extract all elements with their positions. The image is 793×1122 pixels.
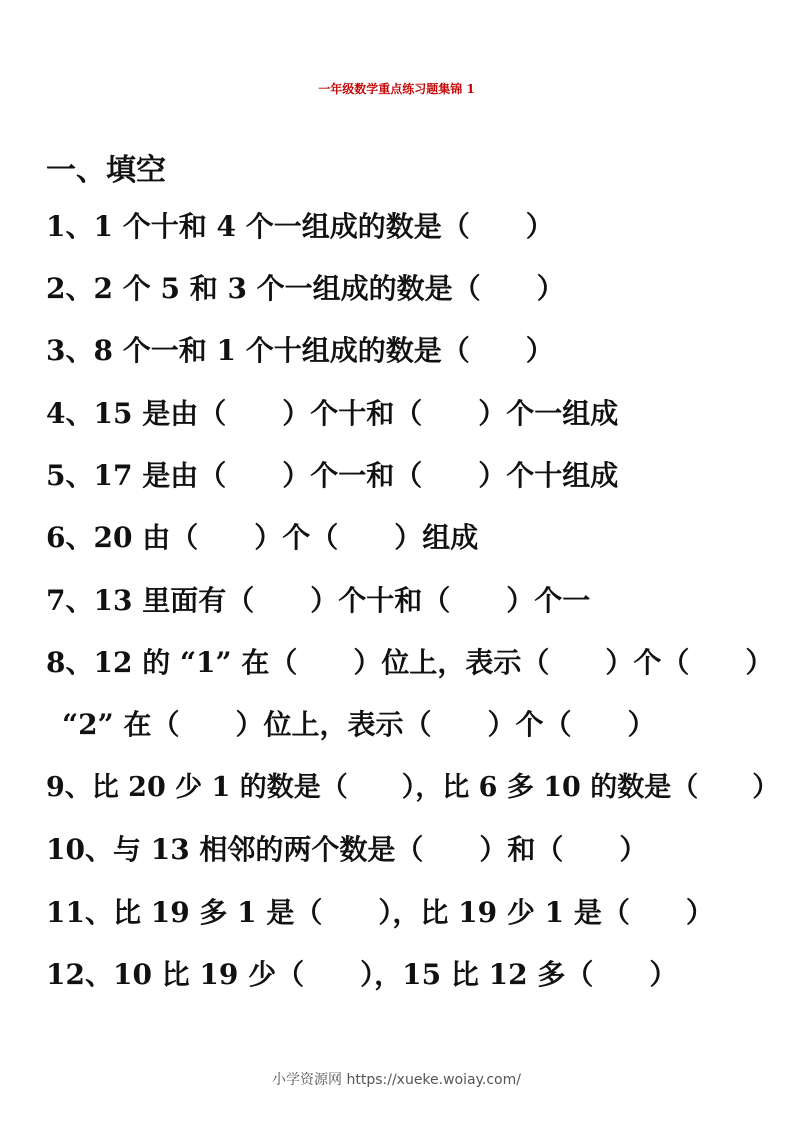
question-11: 11、比 19 多 1 是（ ），比 19 少 1 是（ ） <box>46 896 714 929</box>
question-10: 10、与 13 相邻的两个数是（ ）和（ ） <box>46 833 648 866</box>
question-3: 3、8 个一和 1 个十组成的数是（ ） <box>46 334 554 367</box>
question-1: 1、1 个十和 4 个一组成的数是（ ） <box>46 210 554 243</box>
question-7: 7、13 里面有（ ）个十和（ ）个一 <box>46 584 591 617</box>
page-title: 一年级数学重点练习题集锦 1 <box>318 82 475 96</box>
question-5: 5、17 是由（ ）个一和（ ）个十组成 <box>46 459 619 492</box>
question-4: 4、15 是由（ ）个十和（ ）个一组成 <box>46 397 619 430</box>
question-6: 6、20 由（ ）个（ ）组成 <box>46 521 479 554</box>
section-heading: 一、填空 <box>46 153 166 188</box>
question-9: 9、比 20 少 1 的数是（ ），比 6 多 10 的数是（ ） <box>46 772 780 803</box>
question-8-continued: “2” 在（ ）位上，表示（ ）个（ ） <box>62 708 656 741</box>
question-12: 12、10 比 19 少（ ），15 比 12 多（ ） <box>46 958 678 991</box>
question-8: 8、12 的 “1” 在（ ）位上，表示（ ）个（ ） <box>46 646 774 679</box>
question-2: 2、2 个 5 和 3 个一组成的数是（ ） <box>46 272 565 305</box>
footer-source: 小学资源网 https://xueke.woiay.com/ <box>272 1072 521 1088</box>
